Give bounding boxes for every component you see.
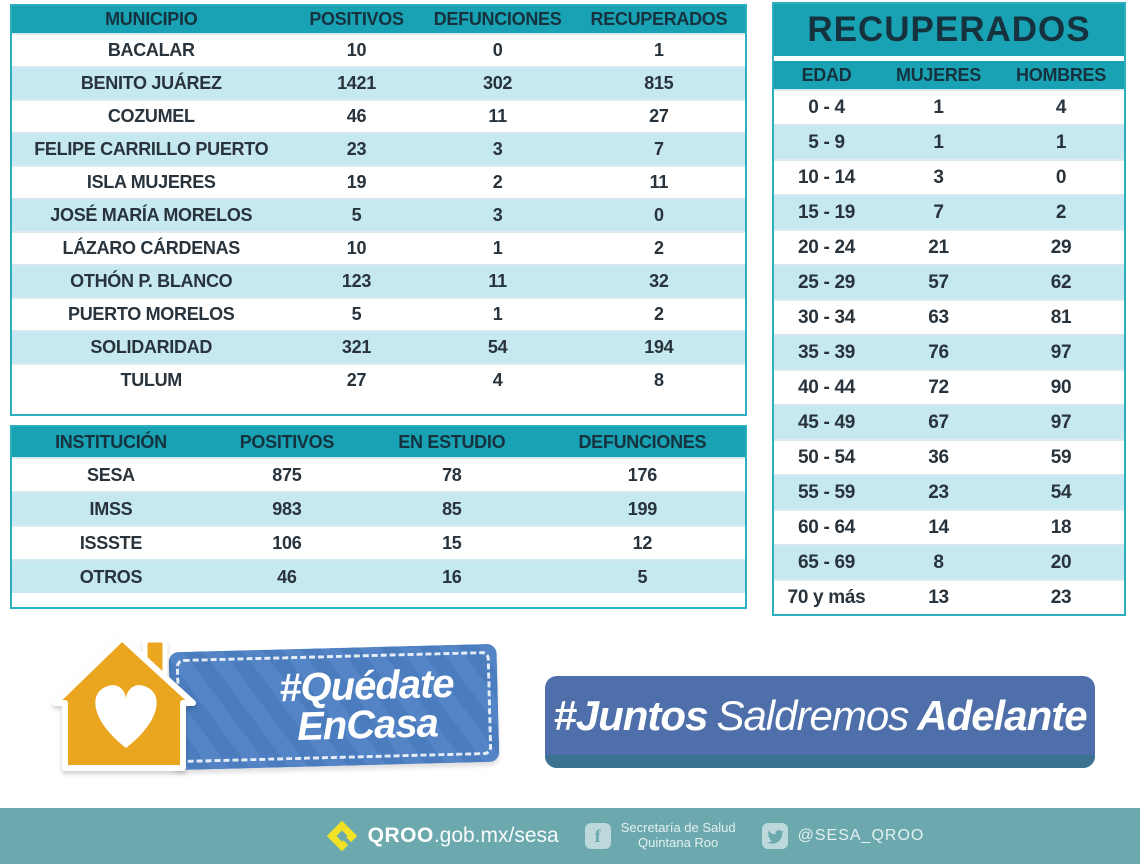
table-cell: 5 [351, 205, 362, 225]
table-cell: TULUM [120, 370, 182, 390]
table-row [12, 33, 745, 66]
table-row [774, 474, 1124, 509]
table-cell: ISSSTE [79, 532, 143, 553]
table-cell: 11 [488, 271, 507, 291]
table-cell: 78 [442, 464, 462, 485]
table-cell: FELIPE CARRILLO PUERTO [34, 139, 269, 159]
table-cell: 57 [928, 271, 949, 293]
house-heart-icon [52, 632, 242, 777]
twitter-icon [762, 823, 788, 849]
table-cell: 23 [928, 481, 949, 503]
table-cell: IMSS [89, 498, 133, 519]
municipality-table-body [12, 33, 745, 396]
table-cell: ISLA MUJERES [86, 172, 216, 192]
column-header: MUNICIPIO [105, 9, 198, 29]
table-row [12, 165, 745, 198]
table-cell: 194 [644, 337, 674, 357]
table-cell: 5 [637, 566, 648, 587]
table-cell: 30 - 34 [797, 306, 856, 328]
table-cell: OTHÓN P. BLANCO [70, 271, 233, 291]
table-cell: 67 [928, 411, 949, 433]
table-cell: 63 [928, 306, 949, 328]
table-cell: 36 [928, 446, 949, 468]
table-cell: 302 [483, 73, 513, 93]
table-cell: 21 [928, 236, 949, 258]
table-cell: 321 [341, 337, 372, 357]
column-header: EDAD [801, 64, 852, 85]
table-cell: 2 [653, 304, 664, 324]
column-header: POSITIVOS [309, 9, 404, 29]
table-cell: 1 [492, 238, 503, 258]
table-cell: 5 - 9 [808, 131, 845, 153]
table-row [12, 491, 745, 525]
table-cell: 54 [1050, 481, 1072, 503]
table-row [12, 559, 745, 593]
column-header: RECUPERADOS [590, 9, 728, 29]
table-cell: 7 [933, 201, 944, 223]
table-cell: 1 [933, 96, 944, 118]
table-cell: 32 [649, 271, 669, 291]
site-url-rest: .gob.mx/sesa [433, 824, 559, 847]
table-cell: 3 [933, 166, 944, 188]
table-row [774, 544, 1124, 579]
column-header: DEFUNCIONES [578, 431, 707, 452]
table-cell: 0 [1055, 166, 1067, 188]
footer-content [326, 820, 925, 852]
table-row [774, 124, 1124, 159]
table-row [12, 363, 745, 396]
table-cell: 23 [1050, 586, 1072, 608]
recovered-table-title: RECUPERADOS [774, 4, 1124, 56]
table-row [774, 334, 1124, 369]
table-cell: 10 - 14 [797, 166, 856, 188]
table-cell: PUERTO MORELOS [68, 304, 235, 324]
table-row [774, 509, 1124, 544]
table-row [774, 229, 1124, 264]
table-cell: 1421 [337, 73, 376, 93]
footer-bar [0, 808, 1140, 864]
table-cell: 81 [1050, 306, 1072, 328]
table-cell: 4 [1055, 96, 1067, 118]
table-row [12, 330, 745, 363]
table-cell: 11 [488, 106, 507, 126]
table-cell: BENITO JUÁREZ [80, 73, 222, 93]
column-header: HOMBRES [1016, 64, 1106, 85]
table-cell: 8 [653, 370, 664, 390]
table-row [774, 89, 1124, 124]
table-cell: BACALAR [107, 40, 195, 60]
table-cell: 19 [346, 172, 367, 192]
column-header: POSITIVOS [239, 431, 335, 452]
table-cell: COZUMEL [107, 106, 195, 126]
table-cell: 3 [492, 205, 503, 225]
table-row [774, 264, 1124, 299]
table-cell: 76 [928, 341, 949, 363]
table-cell: 25 - 29 [797, 271, 856, 293]
facebook-label-line1: Secretaría de Salud [620, 820, 736, 836]
facebook-label [621, 821, 736, 851]
table-cell: 15 - 19 [797, 201, 856, 223]
table-cell: 2 [1055, 201, 1067, 223]
table-cell: 1 [653, 40, 664, 60]
table-row [774, 299, 1124, 334]
table-cell: 0 - 4 [808, 96, 845, 118]
table-row [774, 194, 1124, 229]
table-cell: SESA [87, 464, 135, 485]
site-url [368, 824, 559, 848]
table-cell: 875 [272, 464, 302, 485]
table-cell: 16 [442, 566, 462, 587]
quedate-line1: #Quédate [278, 662, 455, 711]
table-cell: 20 - 24 [797, 236, 856, 258]
table-cell: 3 [492, 139, 503, 159]
table-cell: 97 [1050, 411, 1072, 433]
table-cell: 90 [1050, 376, 1072, 398]
twitter-link[interactable] [762, 823, 925, 849]
table-row [774, 369, 1124, 404]
table-cell: 72 [928, 376, 949, 398]
facebook-link[interactable] [585, 821, 736, 851]
table-cell: 12 [632, 532, 653, 553]
table-cell: 2 [492, 172, 503, 192]
table-cell: SOLIDARIDAD [90, 337, 213, 357]
table-cell: OTROS [79, 566, 143, 587]
institution-table [10, 425, 747, 609]
table-cell: 60 - 64 [797, 516, 856, 538]
saldremos-segment: Saldremos [716, 692, 909, 739]
table-row [12, 66, 745, 99]
recovered-table-header [774, 61, 1124, 89]
table-cell: 199 [627, 498, 657, 519]
table-cell: 983 [272, 498, 302, 519]
table-cell: 0 [653, 205, 664, 225]
table-row [12, 132, 745, 165]
table-cell: 11 [649, 172, 669, 192]
table-cell: 62 [1050, 271, 1072, 293]
table-row [774, 439, 1124, 474]
juntos-segment: #Juntos [553, 692, 708, 739]
table-cell: 14 [928, 516, 949, 538]
table-cell: 40 - 44 [797, 376, 856, 398]
table-cell: 815 [644, 73, 674, 93]
table-cell: 55 - 59 [797, 481, 856, 503]
table-cell: 15 [442, 532, 462, 553]
table-cell: 1 [1055, 131, 1067, 153]
table-cell: 27 [649, 106, 669, 126]
table-row [12, 297, 745, 330]
table-row [12, 457, 745, 491]
column-header: DEFUNCIONES [433, 9, 562, 29]
recovered-by-age-table [772, 2, 1126, 616]
table-cell: JOSÉ MARÍA MORELOS [50, 205, 253, 225]
recovered-table-body [774, 89, 1124, 614]
table-cell: 20 [1050, 551, 1072, 573]
adelante-segment: Adelante [917, 692, 1087, 739]
table-cell: 85 [442, 498, 462, 519]
column-header: EN ESTUDIO [398, 431, 506, 452]
institution-table-body [12, 457, 745, 593]
table-cell: 106 [272, 532, 302, 553]
table-cell: 50 - 54 [797, 446, 856, 468]
table-cell: LÁZARO CÁRDENAS [62, 238, 241, 258]
column-header: MUJERES [896, 64, 981, 85]
table-cell: 4 [492, 370, 503, 390]
table-row [12, 264, 745, 297]
table-cell: 45 - 49 [797, 411, 856, 433]
table-cell: 10 [346, 40, 367, 60]
institution-table-header [12, 427, 745, 457]
table-cell: 2 [653, 238, 664, 258]
table-row [774, 404, 1124, 439]
table-cell: 97 [1050, 341, 1072, 363]
table-cell: 13 [928, 586, 949, 608]
table-cell: 10 [346, 238, 367, 258]
table-cell: 0 [492, 40, 503, 60]
table-cell: 46 [346, 106, 367, 126]
table-row [12, 231, 745, 264]
table-cell: 1 [933, 131, 944, 153]
table-cell: 8 [933, 551, 944, 573]
table-cell: 54 [487, 337, 508, 357]
table-cell: 18 [1050, 516, 1072, 538]
juntos-saldremos-adelante-banner [545, 676, 1095, 768]
table-cell: 46 [277, 566, 297, 587]
table-row [774, 159, 1124, 194]
table-cell: 35 - 39 [797, 341, 856, 363]
municipality-table-header [12, 6, 745, 33]
column-header: INSTITUCIÓN [55, 431, 167, 452]
table-row [774, 579, 1124, 614]
table-cell: 5 [351, 304, 362, 324]
facebook-label-line2: Quintana Roo [638, 835, 719, 850]
table-row [12, 99, 745, 132]
quedate-line2: EnCasa [296, 701, 439, 749]
table-cell: 65 - 69 [797, 551, 856, 573]
table-cell: 7 [653, 139, 664, 159]
table-row [12, 525, 745, 559]
site-url-bold: QROO [367, 824, 434, 847]
qroo-site-link[interactable] [326, 820, 559, 852]
table-cell: 176 [627, 464, 657, 485]
table-cell: 59 [1050, 446, 1072, 468]
table-cell: 1 [492, 304, 503, 324]
table-cell: 123 [341, 271, 372, 291]
twitter-handle: @SESA_QROO [797, 827, 925, 844]
qroo-logo-icon [326, 820, 358, 852]
table-cell: 29 [1050, 236, 1072, 258]
municipality-table [10, 4, 747, 416]
facebook-icon: f [585, 823, 611, 849]
table-cell: 23 [346, 139, 367, 159]
table-cell: 27 [346, 370, 367, 390]
table-cell: 70 y más [787, 586, 866, 608]
table-row [12, 198, 745, 231]
